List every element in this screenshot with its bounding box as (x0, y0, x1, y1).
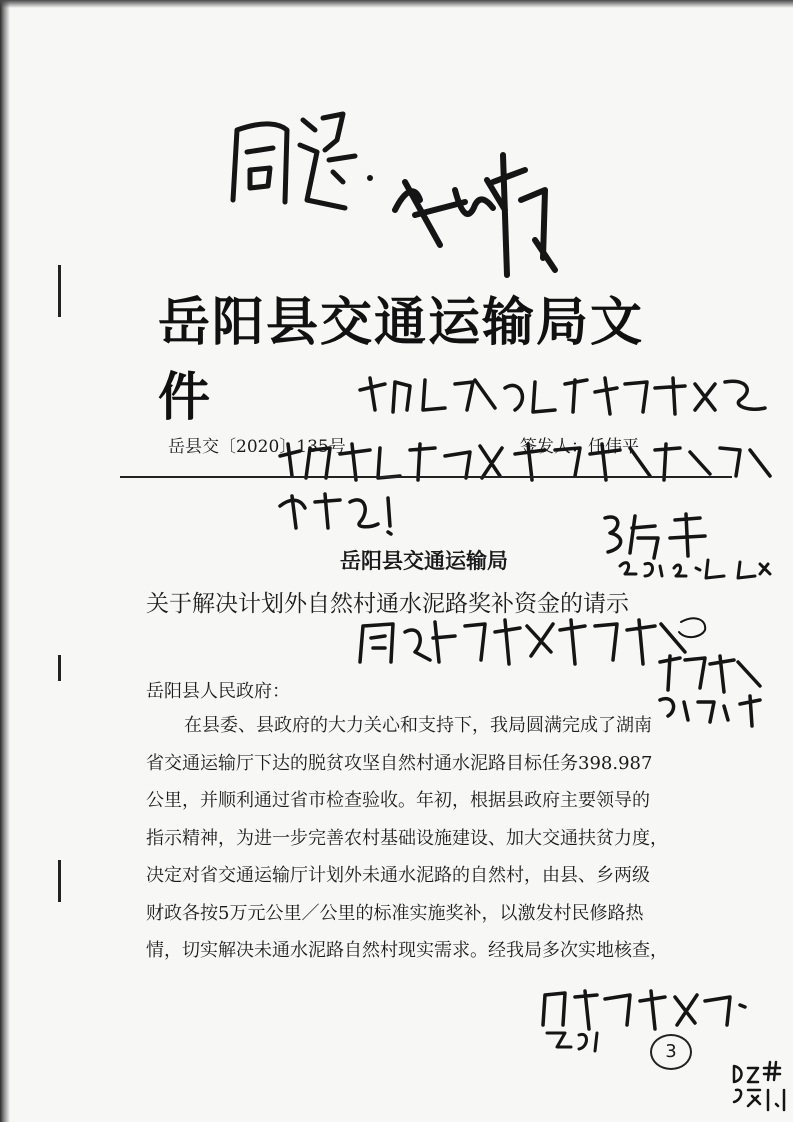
request-org: 岳阳县交通运输局 (340, 549, 508, 573)
addressee: 岳阳县人民政府： (146, 681, 290, 702)
body-paragraph-line: 公里，并顺利通过省市检查验收。年初，根据县政府主要领导的 (146, 790, 650, 811)
handwritten-approval-signature (225, 90, 585, 290)
request-title: 关于解决计划外自然村通水泥路奖补资金的请示 (146, 591, 629, 617)
document-number: 岳县交〔2020〕135号 (168, 437, 346, 457)
binding-mark (58, 655, 61, 681)
body-paragraph-line: 在县委、县政府的大力关心和支持下，我局圆满完成了湖南 (184, 715, 652, 736)
binding-mark (58, 265, 61, 317)
body-paragraph-line: 财政各按5万元公里／公里的标准实施奖补，以激发村民修路热 (146, 902, 644, 924)
handwritten-annotation (355, 370, 775, 420)
document-header-title: 岳阳县交通运输局文件 (158, 293, 645, 428)
body-text (146, 707, 746, 970)
body-paragraph-line: 省交通运输厅下达的脱贫攻坚自然村通水泥路目标任务398.987 (146, 752, 653, 774)
scan-shadow-top (0, 0, 793, 8)
body-paragraph-line: 决定对省交通运输厅计划外未通水泥路的自然村，由县、乡两级 (146, 865, 650, 886)
page-number: 3 (650, 1034, 692, 1070)
signer: 签发人：任伟平 (520, 437, 639, 457)
header-divider (120, 476, 732, 478)
body-paragraph-line: 情，切实解决未通水泥路自然村现实需求。经我局多次实地核查， (146, 940, 668, 961)
handwritten-archive-mark (730, 1060, 792, 1118)
scan-shadow-left (0, 0, 10, 1122)
binding-mark (58, 860, 61, 902)
handwritten-signature-date (600, 508, 780, 578)
body-paragraph-line: 指示精神，为进一步完善农村基础设施建设、加大交通扶贫力度， (146, 827, 668, 849)
handwritten-annotation (535, 985, 765, 1055)
